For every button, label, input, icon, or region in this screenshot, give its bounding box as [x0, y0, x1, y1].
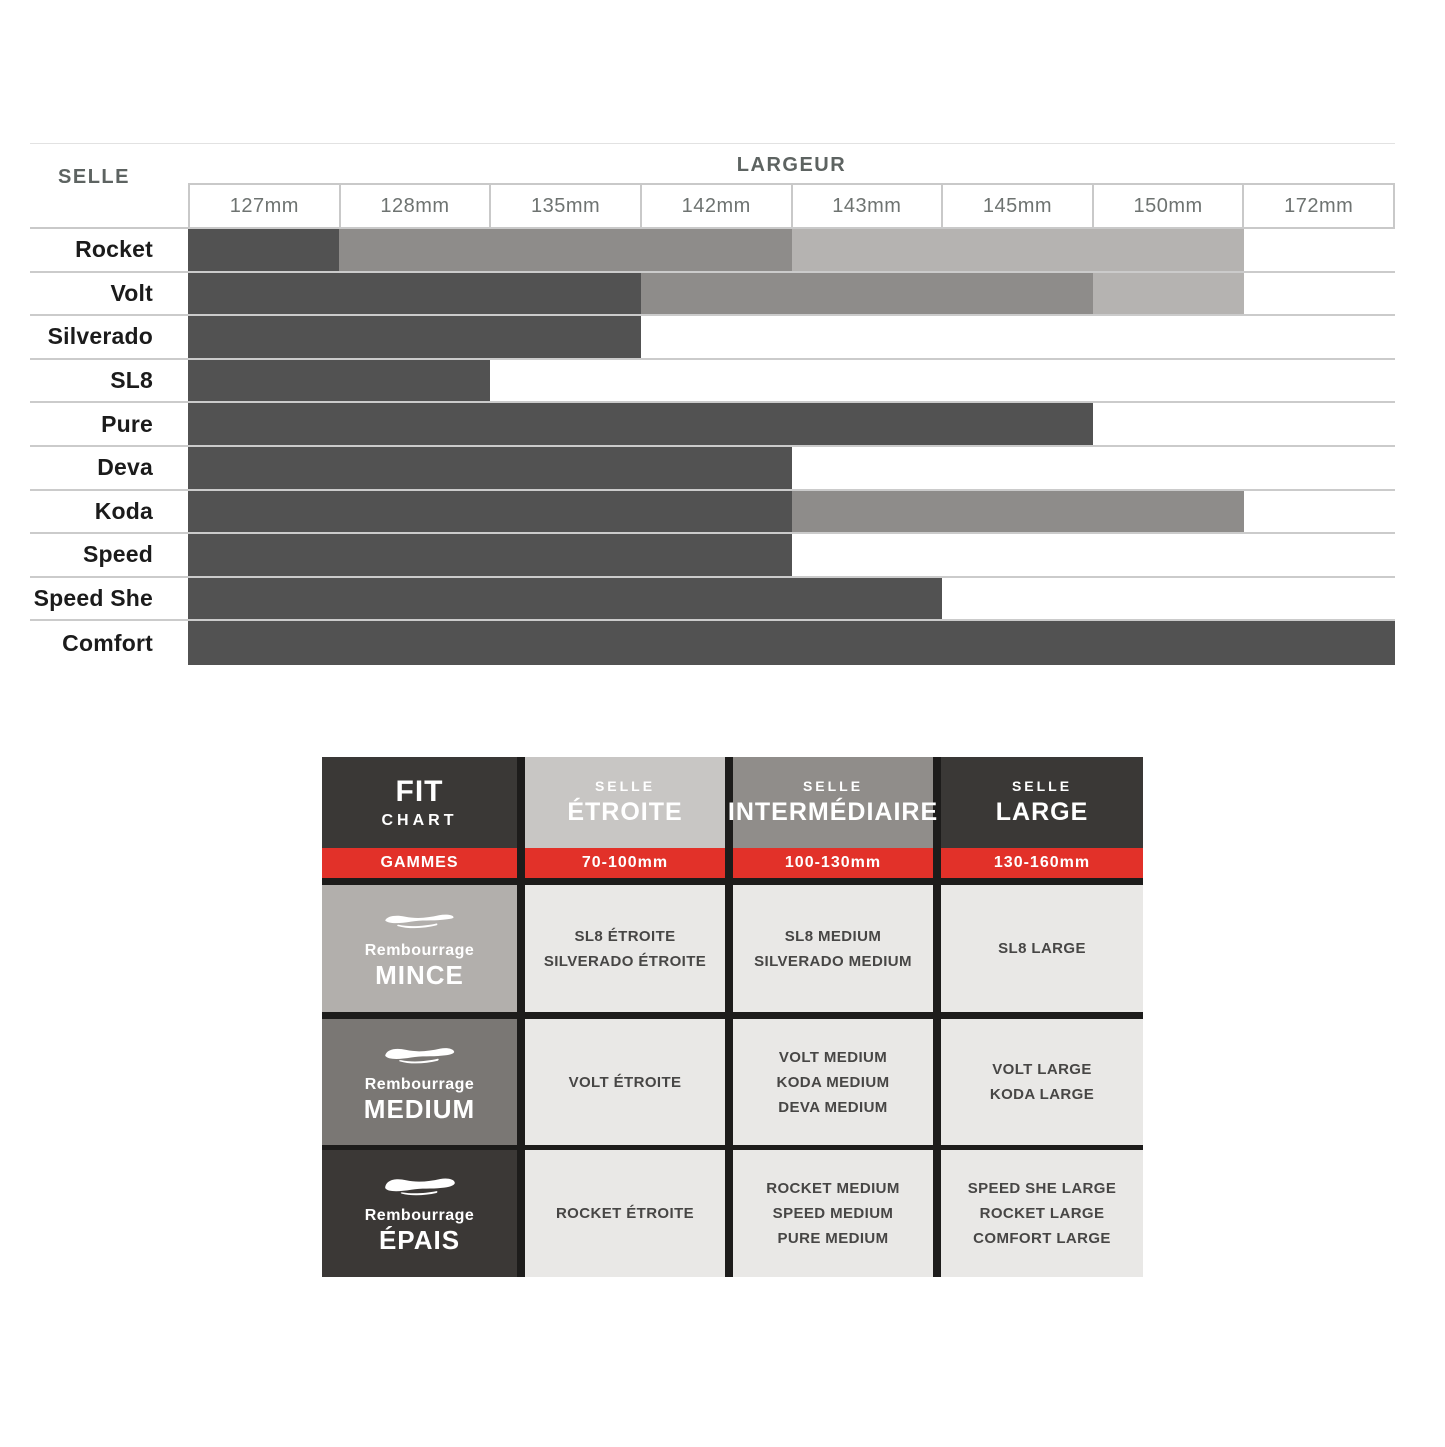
padding-row-header-medium [322, 1019, 517, 1145]
range-cell-intermediaire: 100-130mm [733, 848, 933, 878]
chart-title: LARGEUR [736, 154, 847, 176]
row-label: Rocket [75, 236, 153, 263]
column-header-kicker: SELLE [594, 778, 656, 794]
chart-row-silverado [30, 316, 1395, 360]
bar-segment-light [1093, 273, 1244, 315]
saddle-medium-icon [382, 1040, 458, 1070]
bar-segment-light [792, 229, 1245, 271]
row-label: Speed [82, 541, 153, 568]
row-separator [322, 1012, 1143, 1019]
saddle-model-label: DEVA MEDIUM [778, 1098, 888, 1116]
saddle-model-label: SILVERADO MEDIUM [754, 952, 912, 970]
bar-segment-dark [188, 316, 641, 358]
x-tick-172mm: 172mm [1242, 185, 1395, 227]
saddle-model-label: KODA MEDIUM [776, 1073, 890, 1091]
row-label: Pure [101, 410, 153, 437]
row-label: Silverado [47, 323, 153, 350]
cell-epais-etroite [525, 1150, 725, 1277]
bar-segment-dark [188, 360, 490, 402]
padding-row-header-mince [322, 885, 517, 1012]
bar-segment-medium [792, 491, 1245, 533]
saddle-model-label: VOLT MEDIUM [778, 1048, 888, 1066]
padding-row-label: ÉPAIS [378, 1225, 461, 1255]
column-header-label: LARGE [995, 798, 1089, 826]
row-separator [322, 878, 1143, 885]
bar-segment-medium [339, 229, 792, 271]
padding-row-header-epais [322, 1150, 517, 1277]
chart-row-koda [30, 491, 1395, 535]
row-label: Koda [94, 497, 153, 524]
padding-row-kicker: Rembourrage [364, 942, 475, 959]
chart-row-pure [30, 403, 1395, 447]
chart-row-rocket [30, 229, 1395, 273]
gammes-label-cell: GAMMES [322, 848, 517, 878]
bar-segment-dark [188, 578, 942, 620]
saddle-model-label: SL8 MEDIUM [784, 927, 882, 945]
bar-segment-dark [188, 621, 1395, 665]
bar-segment-dark [188, 534, 792, 576]
chart-row-speed [30, 534, 1395, 578]
saddle-model-label: SL8 LARGE [998, 940, 1086, 957]
chart-row-deva [30, 447, 1395, 491]
x-tick-145mm: 145mm [941, 185, 1092, 227]
cell-epais-large [941, 1150, 1143, 1277]
cell-medium-intermediaire [733, 1019, 933, 1145]
x-axis-tick-row [188, 183, 1395, 227]
fit-subtitle: CHART [381, 812, 458, 829]
x-tick-127mm: 127mm [188, 185, 339, 227]
saddle-model-label: VOLT ÉTROITE [568, 1073, 682, 1091]
x-tick-143mm: 143mm [791, 185, 942, 227]
column-header-kicker: SELLE [1011, 778, 1073, 794]
y-axis-title: SELLE [58, 166, 130, 188]
saddle-model-label: COMFORT LARGE [973, 1230, 1111, 1247]
chart-top-border [30, 143, 1395, 144]
saddle-model-label: SPEED MEDIUM [772, 1205, 894, 1222]
fit-chart-table [322, 757, 1143, 1277]
padding-row-kicker: Rembourrage [364, 1207, 475, 1224]
bar-segment-dark [188, 447, 792, 489]
column-header-label: INTERMÉDIAIRE [727, 798, 939, 826]
bar-segment-medium [641, 273, 1094, 315]
saddle-model-label: ROCKET MEDIUM [766, 1180, 900, 1197]
fit-title: FIT [395, 775, 444, 808]
bar-segment-dark [188, 273, 641, 315]
cell-mince-large [941, 885, 1143, 1012]
x-tick-150mm: 150mm [1092, 185, 1243, 227]
bar-segment-dark [188, 491, 792, 533]
chart-row-sl8 [30, 360, 1395, 404]
row-label: Comfort [62, 629, 153, 656]
saddle-model-label: ROCKET LARGE [979, 1205, 1105, 1222]
column-header-large [941, 757, 1143, 848]
x-tick-135mm: 135mm [489, 185, 640, 227]
cell-medium-large [941, 1019, 1143, 1145]
row-label: Volt [110, 279, 153, 306]
column-header-etroite [525, 757, 725, 848]
column-header-label: ÉTROITE [567, 798, 683, 826]
width-chart-rows [30, 227, 1395, 665]
saddle-model-label: KODA LARGE [989, 1086, 1095, 1103]
fit-chart-title-cell [322, 757, 517, 848]
saddle-thick-icon [382, 1171, 458, 1201]
chart-row-comfort [30, 621, 1395, 665]
saddle-model-label: SPEED SHE LARGE [967, 1180, 1117, 1197]
chart-row-volt [30, 273, 1395, 317]
bar-segment-dark [188, 229, 339, 271]
saddle-model-label: PURE MEDIUM [777, 1230, 889, 1247]
bar-segment-dark [188, 403, 1093, 445]
chart-row-speed-she [30, 578, 1395, 622]
saddle-model-label: SL8 ÉTROITE [574, 927, 676, 945]
range-cell-etroite: 70-100mm [525, 848, 725, 878]
column-header-kicker: SELLE [802, 778, 864, 794]
row-label: SL8 [110, 367, 153, 394]
padding-row-label: MEDIUM [363, 1093, 476, 1124]
range-cell-large: 130-160mm [941, 848, 1143, 878]
x-tick-142mm: 142mm [640, 185, 791, 227]
cell-medium-etroite [525, 1019, 725, 1145]
padding-row-label: MINCE [375, 960, 464, 990]
column-header-intermediaire [727, 757, 939, 848]
cell-mince-intermediaire [733, 885, 933, 1012]
saddle-model-label: SILVERADO ÉTROITE [543, 952, 707, 970]
saddle-model-label: ROCKET ÉTROITE [555, 1205, 695, 1222]
saddle-thin-icon [382, 906, 458, 936]
saddle-model-label: VOLT LARGE [992, 1061, 1092, 1078]
padding-row-kicker: Rembourrage [364, 1075, 475, 1093]
x-tick-128mm: 128mm [339, 185, 490, 227]
row-label: Deva [97, 454, 153, 481]
row-label: Speed She [33, 585, 153, 612]
cell-mince-etroite [525, 885, 725, 1012]
cell-epais-intermediaire [733, 1150, 933, 1277]
